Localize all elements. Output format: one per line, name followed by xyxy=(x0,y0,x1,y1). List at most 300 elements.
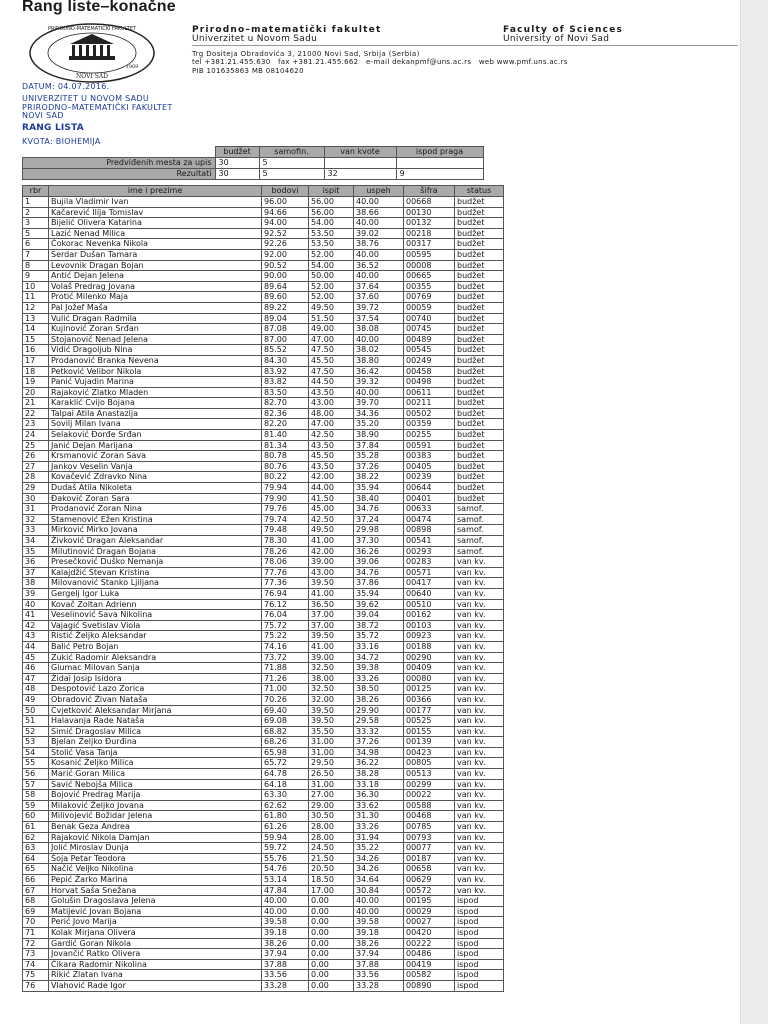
name-cell: Milivojević Božidar Jelena xyxy=(49,811,262,822)
name-cell: Kačarević Ilija Tomislav xyxy=(49,207,262,218)
web-text: web www.pmf.uns.ac.rs xyxy=(478,58,568,66)
address-line: Trg Dositeja Obradovića 3, 21000 Novi Sad, Srbija (Serbia) xyxy=(192,50,420,58)
code-cell: 00474 xyxy=(404,514,455,525)
exam-cell: 41.00 xyxy=(309,588,354,599)
rank-cell: 58 xyxy=(23,790,49,801)
code-cell: 00027 xyxy=(404,917,455,928)
success-cell: 29.58 xyxy=(354,716,404,727)
code-cell: 00745 xyxy=(404,324,455,335)
exam-cell: 42.00 xyxy=(309,472,354,483)
rank-cell: 25 xyxy=(23,440,49,451)
success-cell: 29.98 xyxy=(354,525,404,536)
table-row xyxy=(23,769,504,780)
success-cell: 35.28 xyxy=(354,451,404,462)
table-row xyxy=(23,800,504,811)
name-cell: Stojanović Nenad Jelena xyxy=(49,334,262,345)
code-cell: 00195 xyxy=(404,896,455,907)
quota-row-label: Rezultati xyxy=(23,169,216,180)
code-cell: 00785 xyxy=(404,822,455,833)
name-cell: Čikara Radomir Nikolina xyxy=(49,959,262,970)
points-cell: 59.94 xyxy=(262,832,309,843)
table-row xyxy=(23,578,504,589)
success-cell: 33.16 xyxy=(354,641,404,652)
points-cell: 33.56 xyxy=(262,970,309,981)
code-cell: 00405 xyxy=(404,461,455,472)
code-cell: 00080 xyxy=(404,673,455,684)
status-cell: budžet xyxy=(455,461,504,472)
code-cell: 00545 xyxy=(404,345,455,356)
name-cell: Matijević Jovan Bojana xyxy=(49,906,262,917)
points-cell: 76.12 xyxy=(262,599,309,610)
code-cell: 00317 xyxy=(404,239,455,250)
code-cell: 00419 xyxy=(404,959,455,970)
table-row xyxy=(23,334,504,345)
status-cell: van kv. xyxy=(455,652,504,663)
table-row xyxy=(23,927,504,938)
code-cell: 00740 xyxy=(404,313,455,324)
success-cell: 39.04 xyxy=(354,610,404,621)
rank-cell: 71 xyxy=(23,927,49,938)
table-row xyxy=(23,832,504,843)
points-cell: 59.72 xyxy=(262,843,309,854)
code-cell: 00572 xyxy=(404,885,455,896)
points-cell: 53.14 xyxy=(262,875,309,886)
table-row xyxy=(23,239,504,250)
code-cell: 00359 xyxy=(404,419,455,430)
points-cell: 81.40 xyxy=(262,430,309,441)
exam-cell: 28.00 xyxy=(309,832,354,843)
name-cell: Čokorac Nevenka Nikola xyxy=(49,239,262,250)
name-cell: Mirković Mirko Jovana xyxy=(49,525,262,536)
status-cell: budžet xyxy=(455,345,504,356)
name-cell: Prodanović Branka Nevena xyxy=(49,355,262,366)
points-cell: 71.88 xyxy=(262,663,309,674)
code-cell: 00283 xyxy=(404,557,455,568)
success-cell: 38.28 xyxy=(354,769,404,780)
name-cell: Petković Velibor Nikola xyxy=(49,366,262,377)
fax-text: fax +381.21.455.662 xyxy=(278,58,359,66)
name-cell: Gardić Goran Nikola xyxy=(49,938,262,949)
status-cell: budžet xyxy=(455,218,504,229)
exam-cell: 45.50 xyxy=(309,355,354,366)
name-cell: Gergelj Igor Luka xyxy=(49,588,262,599)
table-row xyxy=(23,716,504,727)
table-row xyxy=(23,228,504,239)
success-cell: 36.52 xyxy=(354,260,404,271)
table-row xyxy=(23,705,504,716)
success-cell: 34.98 xyxy=(354,747,404,758)
status-cell: ispod xyxy=(455,949,504,960)
status-cell: van kv. xyxy=(455,758,504,769)
table-row xyxy=(23,249,504,260)
table-row xyxy=(23,292,504,303)
exam-cell: 18.50 xyxy=(309,875,354,886)
name-cell: Obradović Živan Nataša xyxy=(49,694,262,705)
name-cell: Talpai Atila Anastazija xyxy=(49,408,262,419)
table-row xyxy=(23,430,504,441)
table-row xyxy=(23,652,504,663)
success-cell: 36.26 xyxy=(354,546,404,557)
exam-cell: 47.50 xyxy=(309,345,354,356)
name-cell: Jolić Miroslav Dunja xyxy=(49,843,262,854)
points-cell: 79.94 xyxy=(262,483,309,494)
name-cell: Balić Petro Bojan xyxy=(49,641,262,652)
code-cell: 00571 xyxy=(404,567,455,578)
success-cell: 37.26 xyxy=(354,461,404,472)
rank-cell: 69 xyxy=(23,906,49,917)
exam-cell: 0.00 xyxy=(309,906,354,917)
points-cell: 47.84 xyxy=(262,885,309,896)
code-cell: 00255 xyxy=(404,430,455,441)
table-row xyxy=(23,197,504,208)
rank-cell: 60 xyxy=(23,811,49,822)
exam-cell: 36.50 xyxy=(309,599,354,610)
exam-cell: 37.00 xyxy=(309,610,354,621)
exam-cell: 35.50 xyxy=(309,726,354,737)
table-row xyxy=(23,493,504,504)
rank-cell: 36 xyxy=(23,557,49,568)
name-cell: Kujinović Zoran Srđan xyxy=(49,324,262,335)
exam-cell: 0.00 xyxy=(309,896,354,907)
column-header: status xyxy=(455,186,504,197)
success-cell: 35.94 xyxy=(354,588,404,599)
name-cell: Golušin Dragoslava Jelena xyxy=(49,896,262,907)
points-cell: 89.64 xyxy=(262,281,309,292)
points-cell: 78.30 xyxy=(262,536,309,547)
name-cell: Halavanja Rade Nataša xyxy=(49,716,262,727)
points-cell: 96.00 xyxy=(262,197,309,208)
exam-cell: 21.50 xyxy=(309,853,354,864)
success-cell: 35.94 xyxy=(354,483,404,494)
status-cell: budžet xyxy=(455,430,504,441)
name-cell: Zukić Radomir Aleksandra xyxy=(49,652,262,663)
code-cell: 00668 xyxy=(404,197,455,208)
exam-cell: 32.00 xyxy=(309,694,354,705)
status-cell: budžet xyxy=(455,324,504,335)
table-row xyxy=(23,355,504,366)
status-cell: van kv. xyxy=(455,737,504,748)
rank-cell: 75 xyxy=(23,970,49,981)
exam-cell: 39.50 xyxy=(309,705,354,716)
table-row xyxy=(23,440,504,451)
table-row xyxy=(23,504,504,515)
success-cell: 40.00 xyxy=(354,249,404,260)
code-cell: 00805 xyxy=(404,758,455,769)
success-cell: 37.88 xyxy=(354,959,404,970)
code-cell: 00498 xyxy=(404,377,455,388)
success-cell: 35.72 xyxy=(354,631,404,642)
institution-name-local: Prirodno–matematički fakultet xyxy=(192,25,382,35)
points-cell: 39.18 xyxy=(262,927,309,938)
status-cell: van kv. xyxy=(455,567,504,578)
name-cell: Krsmanović Zoran Sava xyxy=(49,451,262,462)
table-row xyxy=(23,271,504,282)
code-cell: 00383 xyxy=(404,451,455,462)
table-row xyxy=(23,684,504,695)
points-cell: 90.52 xyxy=(262,260,309,271)
code-cell: 00239 xyxy=(404,472,455,483)
rank-cell: 41 xyxy=(23,610,49,621)
table-row xyxy=(23,896,504,907)
success-cell: 39.62 xyxy=(354,599,404,610)
status-cell: ispod xyxy=(455,917,504,928)
status-cell: budžet xyxy=(455,451,504,462)
name-cell: Milutinović Dragan Bojana xyxy=(49,546,262,557)
table-row xyxy=(23,949,504,960)
success-cell: 35.22 xyxy=(354,843,404,854)
success-cell: 39.58 xyxy=(354,917,404,928)
code-cell: 00249 xyxy=(404,355,455,366)
table-row xyxy=(23,525,504,536)
table-row xyxy=(23,620,504,631)
code-cell: 00588 xyxy=(404,800,455,811)
name-cell: Bojović Predrag Marija xyxy=(49,790,262,801)
code-cell: 00059 xyxy=(404,302,455,313)
status-cell: budžet xyxy=(455,313,504,324)
rank-cell: 51 xyxy=(23,716,49,727)
points-cell: 71.26 xyxy=(262,673,309,684)
success-cell: 40.00 xyxy=(354,906,404,917)
exam-cell: 39.50 xyxy=(309,716,354,727)
table-row xyxy=(23,811,504,822)
code-cell: 00293 xyxy=(404,546,455,557)
status-cell: budžet xyxy=(455,419,504,430)
column-header: rbr xyxy=(23,186,49,197)
rank-cell: 9 xyxy=(23,271,49,282)
success-cell: 38.22 xyxy=(354,472,404,483)
status-cell: budžet xyxy=(455,408,504,419)
name-cell: Lazić Nenad Milica xyxy=(49,228,262,239)
status-cell: van kv. xyxy=(455,684,504,695)
rank-cell: 67 xyxy=(23,885,49,896)
table-row xyxy=(23,853,504,864)
name-cell: Pepić Žarko Marina xyxy=(49,875,262,886)
rank-cell: 27 xyxy=(23,461,49,472)
name-cell: Antić Dejan Jelena xyxy=(49,271,262,282)
success-cell: 34.64 xyxy=(354,875,404,886)
points-cell: 83.82 xyxy=(262,377,309,388)
code-cell: 00211 xyxy=(404,398,455,409)
code-cell: 00923 xyxy=(404,631,455,642)
table-row xyxy=(23,324,504,335)
points-cell: 38.26 xyxy=(262,938,309,949)
success-cell: 38.50 xyxy=(354,684,404,695)
table-row xyxy=(23,885,504,896)
exam-cell: 0.00 xyxy=(309,938,354,949)
exam-cell: 42.50 xyxy=(309,514,354,525)
exam-cell: 54.00 xyxy=(309,218,354,229)
success-cell: 36.22 xyxy=(354,758,404,769)
table-row xyxy=(23,461,504,472)
status-cell: van kv. xyxy=(455,599,504,610)
status-cell: van kv. xyxy=(455,716,504,727)
status-cell: budžet xyxy=(455,302,504,313)
exam-cell: 56.00 xyxy=(309,197,354,208)
exam-cell: 0.00 xyxy=(309,970,354,981)
name-cell: Volaš Predrag Jovana xyxy=(49,281,262,292)
name-cell: Selaković Đorđe Srđan xyxy=(49,430,262,441)
code-cell: 00611 xyxy=(404,387,455,398)
success-cell: 39.70 xyxy=(354,398,404,409)
table-row xyxy=(23,747,504,758)
exam-cell: 31.00 xyxy=(309,737,354,748)
exam-cell: 29.50 xyxy=(309,758,354,769)
points-cell: 89.60 xyxy=(262,292,309,303)
points-cell: 94.66 xyxy=(262,207,309,218)
points-cell: 40.00 xyxy=(262,906,309,917)
table-row xyxy=(23,970,504,981)
exam-cell: 0.00 xyxy=(309,980,354,991)
quota-summary-table xyxy=(22,146,484,180)
exam-cell: 52.00 xyxy=(309,292,354,303)
name-cell: Rikić Zlatan Ivana xyxy=(49,970,262,981)
exam-cell: 49.50 xyxy=(309,525,354,536)
success-cell: 34.76 xyxy=(354,504,404,515)
success-cell: 33.28 xyxy=(354,980,404,991)
rank-cell: 21 xyxy=(23,398,49,409)
exam-cell: 52.00 xyxy=(309,249,354,260)
success-cell: 34.26 xyxy=(354,853,404,864)
code-cell: 00633 xyxy=(404,504,455,515)
points-cell: 80.22 xyxy=(262,472,309,483)
exam-cell: 37.00 xyxy=(309,620,354,631)
points-cell: 68.26 xyxy=(262,737,309,748)
name-cell: Karaklić Cvijo Bojana xyxy=(49,398,262,409)
success-cell: 40.00 xyxy=(354,896,404,907)
success-cell: 38.02 xyxy=(354,345,404,356)
status-cell: budžet xyxy=(455,249,504,260)
points-cell: 77.76 xyxy=(262,567,309,578)
exam-cell: 41.00 xyxy=(309,641,354,652)
quota-cell: 30 xyxy=(215,169,259,180)
quota-cell: 5 xyxy=(259,158,324,169)
name-cell: Protić Milenko Maja xyxy=(49,292,262,303)
code-cell: 00489 xyxy=(404,334,455,345)
status-cell: van kv. xyxy=(455,779,504,790)
name-cell: Kovačević Zdravko Nina xyxy=(49,472,262,483)
status-cell: budžet xyxy=(455,483,504,494)
table-row xyxy=(23,875,504,886)
success-cell: 33.18 xyxy=(354,779,404,790)
code-cell: 00769 xyxy=(404,292,455,303)
table-row xyxy=(23,610,504,621)
code-cell: 00629 xyxy=(404,875,455,886)
status-cell: van kv. xyxy=(455,578,504,589)
exam-cell: 44.50 xyxy=(309,377,354,388)
table-row xyxy=(23,906,504,917)
success-cell: 37.86 xyxy=(354,578,404,589)
points-cell: 85.52 xyxy=(262,345,309,356)
success-cell: 34.26 xyxy=(354,864,404,875)
status-cell: ispod xyxy=(455,927,504,938)
status-cell: budžet xyxy=(455,228,504,239)
points-cell: 33.28 xyxy=(262,980,309,991)
code-cell: 00155 xyxy=(404,726,455,737)
points-cell: 61.80 xyxy=(262,811,309,822)
rank-cell: 20 xyxy=(23,387,49,398)
rank-cell: 62 xyxy=(23,832,49,843)
exam-cell: 17.00 xyxy=(309,885,354,896)
name-cell: Kovač Zoltan Adrienn xyxy=(49,599,262,610)
univ-line: NOVI SAD xyxy=(22,111,64,120)
table-row xyxy=(23,758,504,769)
success-cell: 39.06 xyxy=(354,557,404,568)
rank-cell: 15 xyxy=(23,334,49,345)
name-cell: Panić Vujadin Marina xyxy=(49,377,262,388)
table-row xyxy=(23,546,504,557)
name-cell: Levovnik Dragan Bojan xyxy=(49,260,262,271)
code-cell: 00132 xyxy=(404,218,455,229)
status-cell: van kv. xyxy=(455,673,504,684)
exam-cell: 52.00 xyxy=(309,281,354,292)
code-cell: 00008 xyxy=(404,260,455,271)
rank-cell: 50 xyxy=(23,705,49,716)
table-row xyxy=(23,207,504,218)
exam-cell: 0.00 xyxy=(309,927,354,938)
rank-cell: 57 xyxy=(23,779,49,790)
rank-cell: 59 xyxy=(23,800,49,811)
rank-cell: 48 xyxy=(23,684,49,695)
points-cell: 92.00 xyxy=(262,249,309,260)
exam-cell: 53.50 xyxy=(309,239,354,250)
rank-cell: 64 xyxy=(23,853,49,864)
success-cell: 33.62 xyxy=(354,800,404,811)
exam-cell: 43.50 xyxy=(309,461,354,472)
rank-cell: 40 xyxy=(23,599,49,610)
success-cell: 37.24 xyxy=(354,514,404,525)
success-cell: 38.90 xyxy=(354,430,404,441)
name-cell: Veselinović Sava Nikolina xyxy=(49,610,262,621)
status-cell: ispod xyxy=(455,980,504,991)
code-cell: 00458 xyxy=(404,366,455,377)
table-row xyxy=(23,726,504,737)
name-cell: Savić Nebojša Milica xyxy=(49,779,262,790)
status-cell: ispod xyxy=(455,970,504,981)
code-cell: 00139 xyxy=(404,737,455,748)
table-row xyxy=(23,567,504,578)
rank-cell: 74 xyxy=(23,959,49,970)
exam-cell: 0.00 xyxy=(309,917,354,928)
rank-cell: 38 xyxy=(23,578,49,589)
exam-cell: 29.00 xyxy=(309,800,354,811)
table-row xyxy=(23,366,504,377)
exam-cell: 0.00 xyxy=(309,959,354,970)
quota-header: van kvote xyxy=(324,147,396,158)
exam-cell: 31.00 xyxy=(309,747,354,758)
table-row xyxy=(23,260,504,271)
university-heading xyxy=(22,95,173,121)
name-cell: Kosanić Željko Milica xyxy=(49,758,262,769)
rank-cell: 63 xyxy=(23,843,49,854)
status-cell: ispod xyxy=(455,896,504,907)
code-cell: 00525 xyxy=(404,716,455,727)
points-cell: 39.58 xyxy=(262,917,309,928)
status-cell: budžet xyxy=(455,281,504,292)
status-cell: van kv. xyxy=(455,885,504,896)
rank-cell: 43 xyxy=(23,631,49,642)
univ-line: PRIRODNO–MATEMATIČKI FAKULTET xyxy=(22,102,173,112)
rank-cell: 65 xyxy=(23,864,49,875)
code-cell: 00355 xyxy=(404,281,455,292)
rank-cell: 13 xyxy=(23,313,49,324)
name-cell: Giumac Milovan Sanja xyxy=(49,663,262,674)
code-cell: 00591 xyxy=(404,440,455,451)
rank-cell: 24 xyxy=(23,430,49,441)
success-cell: 34.72 xyxy=(354,652,404,663)
exam-cell: 41.50 xyxy=(309,493,354,504)
rank-cell: 16 xyxy=(23,345,49,356)
quota-cell: 5 xyxy=(259,169,324,180)
